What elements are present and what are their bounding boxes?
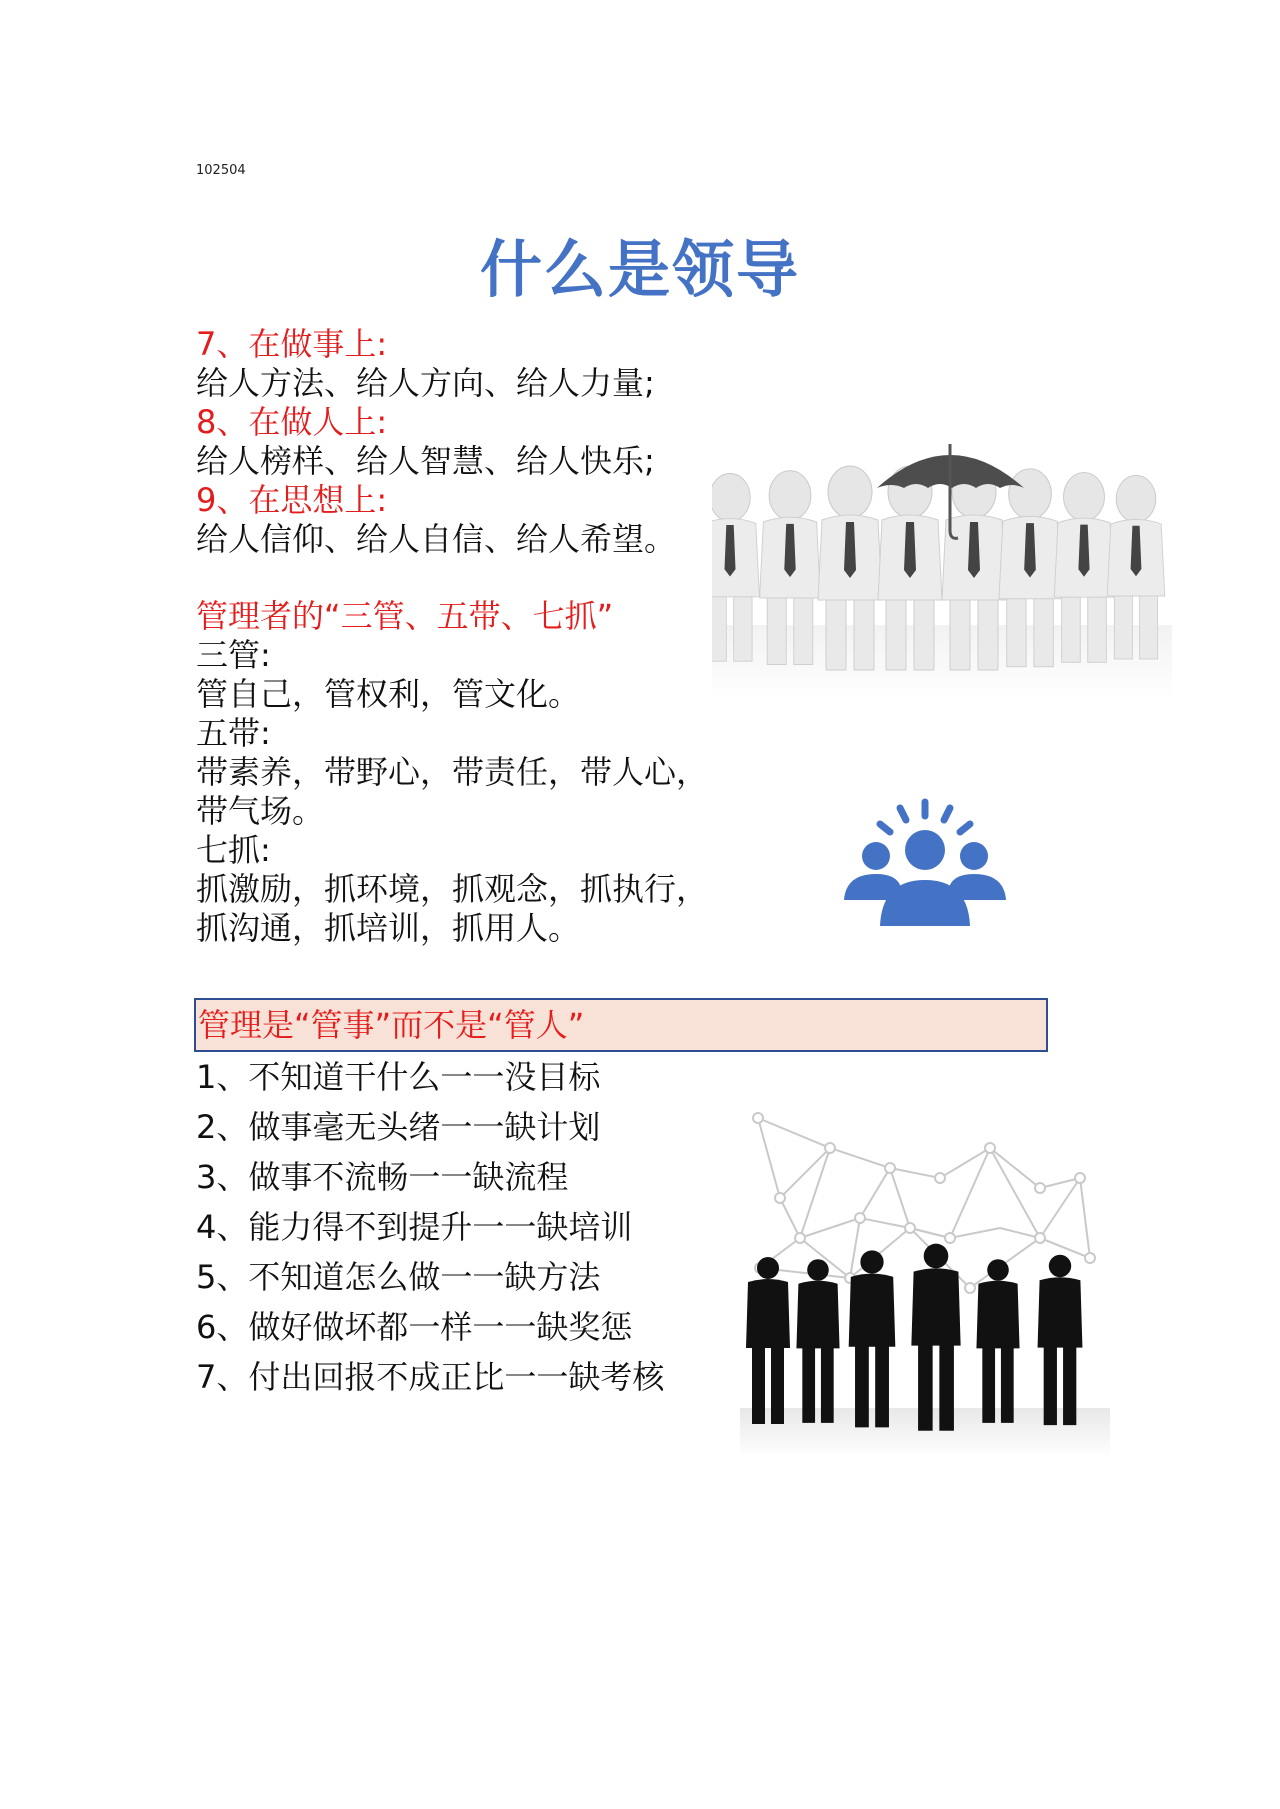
business-silhouette-3: [849, 1250, 896, 1427]
leadership-line-4: 给人榜样、给人智慧、给人快乐;: [196, 442, 655, 480]
duties-line-9: 抓沟通，抓培训，抓用人。: [196, 909, 581, 947]
duties-line-4: 五带:: [196, 714, 271, 752]
problem-item-5: 5、不知道怎么做一一缺方法: [196, 1258, 601, 1296]
business-silhouette-5: [976, 1259, 1019, 1423]
problem-item-3: 3、做事不流畅一一缺流程: [196, 1158, 569, 1196]
page-title: 什么是领导: [479, 233, 800, 306]
business-silhouette-2: [796, 1259, 839, 1423]
duties-line-2: 三管:: [196, 636, 271, 674]
business-silhouette-1: [746, 1257, 790, 1424]
duties-line-5: 带素养，带野心，带责任，带人心，: [196, 753, 709, 791]
management-problems-list: [196, 1052, 664, 1402]
white-figure-1: [712, 474, 759, 662]
problem-item-6: 6、做好做坏都一样一一缺奖惩: [196, 1308, 633, 1346]
leadership-line-2: 给人方法、给人方向、给人力量;: [196, 364, 655, 402]
team-leader-icon: [840, 796, 1010, 928]
leadership-line-3: 8、在做人上:: [196, 403, 388, 441]
business-silhouette-6: [1038, 1255, 1083, 1425]
duties-line-3: 管自己，管权利，管文化。: [196, 675, 581, 713]
umbrella-leader-image: [712, 430, 1172, 700]
problem-item-2: 2、做事毫无头绪一一缺计划: [196, 1108, 601, 1146]
duties-line-7: 七抓:: [196, 831, 271, 869]
problem-item-1: 1、不知道干什么一一没目标: [196, 1058, 601, 1096]
management-banner: 管理是“管事”而不是“管人”: [194, 998, 1048, 1052]
manager-duties-section: [196, 597, 708, 948]
business-people-network-image: [740, 1108, 1110, 1458]
duties-line-1: 管理者的“三管、五带、七抓”: [196, 597, 614, 635]
problem-item-4: 4、能力得不到提升一一缺培训: [196, 1208, 633, 1246]
leadership-section: [196, 325, 676, 559]
leadership-line-6: 给人信仰、给人自信、给人希望。: [196, 520, 677, 558]
leadership-line-1: 7、在做事上:: [196, 325, 388, 363]
leadership-line-5: 9、在思想上:: [196, 481, 388, 519]
problem-item-7: 7、付出回报不成正比一一缺考核: [196, 1358, 665, 1396]
business-silhouette-4: [911, 1244, 960, 1431]
duties-line-8: 抓激励，抓环境，抓观念，抓执行，: [196, 870, 709, 908]
document-id: 102504: [196, 163, 246, 178]
duties-line-6: 带气场。: [196, 792, 325, 830]
